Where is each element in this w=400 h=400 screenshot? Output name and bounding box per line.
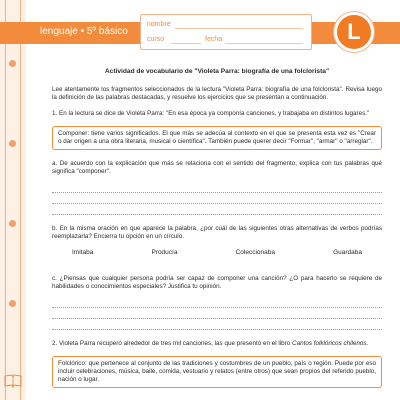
worksheet-content [52,68,382,398]
answer-lines-c[interactable] [52,299,382,330]
answer-line[interactable] [52,299,382,308]
option-imitaba[interactable]: Imitaba [72,249,94,256]
worksheet-title: Actividad de vocabulario de "Violeta Parra: biografía de una folclorista" [104,68,330,75]
question-2-text: 2. Violeta Parra recuperó alrededor de tres mil canciones, las que presentó en el libro [52,340,293,347]
answer-line[interactable] [52,184,382,193]
question-2 [52,340,382,348]
verb-options [52,249,382,257]
answer-line[interactable] [52,195,382,204]
answer-line[interactable] [52,321,382,330]
binder-hole [9,300,16,307]
name-field[interactable] [175,28,303,29]
course-field[interactable] [171,43,201,44]
binder-hole [9,140,16,147]
name-label: nombre [147,21,171,28]
question-1: 1. En la lectura se dice de Violeta Parra: "En esa época ya componía canciones, y trabajaba en distintos lugares." [52,110,370,117]
question-b: b. En la misma oración en que aparece la palabra, ¿por cuál de las siguientes otras alternativas de verbos podrías reemplazarla? Encierra tu opción en un círculo. [52,225,382,240]
option-guardaba[interactable]: Guardaba [333,249,362,256]
margin-line [20,0,21,400]
answer-line[interactable] [52,206,382,215]
course-label: curso [147,36,165,43]
question-a: a. De acuerdo con la explicación que más se relaciona con el sentido del fragmento, explica con tus palabras qué significa "componer". [52,160,382,175]
left-margin-strip [0,0,26,400]
margin-line [5,0,6,400]
subject-grade-label: lenguaje • 5º básico [40,26,128,37]
answer-lines-a[interactable] [52,184,382,215]
date-field[interactable] [225,43,303,44]
binder-hole [9,60,16,67]
book-icon [4,374,22,388]
student-info-box [140,14,312,50]
definition-box-folclorico: Folclórico: que pertenece al conjunto de las tradiciones y costumbres de un pueblo, país o región. Puede por eso incluir celebraciones, música, baile, comida, vestuario y relatos (entre otros) que sean propios del referido pueblo, nación o lugar. [52,356,382,388]
answer-line[interactable] [52,310,382,319]
date-label: fecha [205,36,223,43]
option-producia[interactable]: Producía [151,249,178,256]
intro-paragraph: Lee atentamente los fragmentos seleccionados de la lectura "Violeta Parra: biografía de una folclorista". Revisa luego la definición de las palabras destacadas, y resuelve los ejercicios que se presentan a continuación. [52,86,382,101]
subject-badge: L [334,12,374,52]
book-title: Cantos folklóricos chilenos. [292,340,369,347]
binder-hole [9,220,16,227]
option-coleccionaba[interactable]: Coleccionaba [235,249,275,256]
definition-box-componer: Componer: tiene varios significados. El que más se adecúa al contexto en el que se presenta esta vez es "Crear o dar origen a una obra literaria, musical o científica". También puede querer decir "Formar", "armar" o "arreglar". [52,126,382,150]
question-c: c. ¿Piensas que cualquier persona podría ser capaz de componer una canción? ¿O para hacerlo se requiere de habilidades o conocimientos especiales? Justifica tu opinión. [52,275,382,290]
